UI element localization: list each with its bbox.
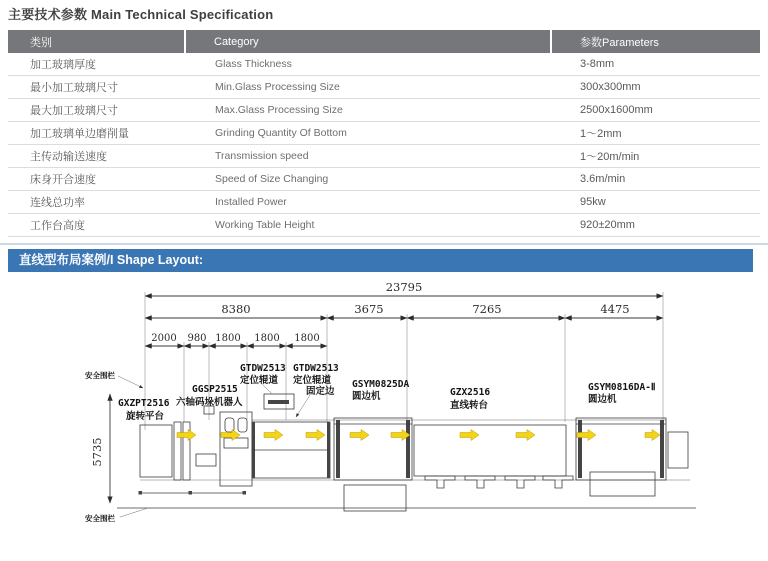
table-row — [8, 191, 760, 214]
roller1-code-label: GTDW2513 — [240, 363, 286, 374]
page-title: 主要技术参数 Main Technical Specification — [8, 7, 274, 22]
row-cn: 最小加工玻璃尺寸 — [8, 76, 185, 99]
row-value: 2500x1600mm — [551, 99, 760, 122]
flow-arrow-icon — [645, 430, 660, 441]
spec-table — [8, 30, 760, 237]
dim-section-4: 4475 — [600, 302, 630, 316]
dim-sub-3: 1800 — [215, 333, 241, 344]
row-value: 3.6m/min — [551, 168, 760, 191]
row-cn: 加工玻璃厚度 — [8, 53, 185, 76]
header-category-cn: 类别 — [8, 30, 185, 53]
row-value: 1～2mm — [551, 122, 760, 145]
edger1-name-label: 圆边机 — [352, 391, 381, 402]
flow-arrow-icon — [306, 430, 325, 441]
dim-height-label: 5735 — [90, 437, 104, 467]
dimension-subsections — [145, 333, 327, 346]
roller2-code-label: GTDW2513 — [293, 363, 339, 374]
row-en: Speed of Size Changing — [185, 168, 551, 191]
row-value: 95kw — [551, 191, 760, 214]
row-en: Installed Power — [185, 191, 551, 214]
row-value: 300x300mm — [551, 76, 760, 99]
dimension-total — [145, 280, 663, 296]
header-category-en: Category — [185, 30, 551, 53]
flow-arrow-icon — [516, 430, 535, 441]
row-cn: 最大加工玻璃尺寸 — [8, 99, 185, 122]
row-cn: 主传动输送速度 — [8, 145, 185, 168]
edger2-code-label: GSYM0816DA-Ⅱ — [588, 382, 656, 393]
machine-rotary-platform — [140, 422, 190, 480]
section-divider — [0, 243, 768, 245]
roller2-sub-label: 固定边 — [306, 386, 335, 397]
fence-bottom-label: 安全围栏 — [85, 514, 115, 523]
machine-robot — [196, 406, 252, 486]
table-row — [8, 53, 760, 76]
edger1-code-label: GSYM0825DA — [352, 379, 410, 390]
dim-total-label: 23795 — [385, 280, 423, 294]
flow-arrows — [177, 430, 660, 441]
table-row — [8, 99, 760, 122]
robot-label: 六轴码垛机器人 — [176, 397, 243, 408]
turntable-name-label: 直线转台 — [450, 400, 489, 411]
edger2-name-label: 圆边机 — [588, 394, 617, 405]
table-row — [8, 168, 760, 191]
machine-edger-0816 — [576, 418, 688, 496]
dim-sub-4: 1800 — [254, 333, 280, 344]
turntable-code-label: GZX2516 — [450, 387, 491, 398]
row-value: 3-8mm — [551, 53, 760, 76]
dim-sub-1: 2000 — [151, 333, 177, 344]
machine-edger-0825 — [334, 418, 412, 511]
flow-arrow-icon — [264, 430, 283, 441]
dim-section-2: 3675 — [354, 302, 384, 316]
row-cn: 床身开合速度 — [8, 168, 185, 191]
table-row — [8, 214, 760, 237]
loader-code-label: GGSP2515 — [192, 384, 238, 395]
row-en: Max.Glass Processing Size — [185, 99, 551, 122]
flow-arrow-icon — [350, 430, 369, 441]
header-parameters: 参数Parameters — [551, 30, 760, 53]
row-en: Transmission speed — [185, 145, 551, 168]
fence-top-label: 安全围栏 — [85, 371, 115, 380]
layout-section-banner: 直线型布局案例/I Shape Layout: — [8, 249, 753, 272]
dim-sub-2: 980 — [187, 333, 207, 344]
row-value: 920±20mm — [551, 214, 760, 237]
row-value: 1～20m/min — [551, 145, 760, 168]
flow-arrow-icon — [460, 430, 479, 441]
row-cn: 加工玻璃单边磨削量 — [8, 122, 185, 145]
dimension-sections — [145, 302, 663, 318]
row-en: Min.Glass Processing Size — [185, 76, 551, 99]
machine-linear-turntable — [414, 425, 573, 488]
rotary-code-label: GXZPT2516 — [118, 398, 170, 409]
roller2-name-label: 定位辊道 — [293, 375, 332, 386]
rotary-name-label: 旋转平台 — [126, 411, 165, 422]
dim-section-3: 7265 — [472, 302, 502, 316]
row-en: Glass Thickness — [185, 53, 551, 76]
spec-table-header-row — [8, 30, 760, 53]
table-row — [8, 145, 760, 168]
row-cn: 连线总功率 — [8, 191, 185, 214]
machine-labels — [85, 363, 656, 523]
row-cn: 工作台高度 — [8, 214, 185, 237]
layout-diagram — [0, 272, 768, 561]
flow-arrow-icon — [177, 430, 196, 441]
dim-sub-5: 1800 — [294, 333, 320, 344]
row-en: Grinding Quantity Of Bottom — [185, 122, 551, 145]
row-en: Working Table Height — [185, 214, 551, 237]
table-row — [8, 76, 760, 99]
dim-section-1: 8380 — [221, 302, 251, 316]
dimension-height — [90, 394, 110, 503]
roller1-name-label: 定位辊道 — [240, 375, 279, 386]
table-row — [8, 122, 760, 145]
